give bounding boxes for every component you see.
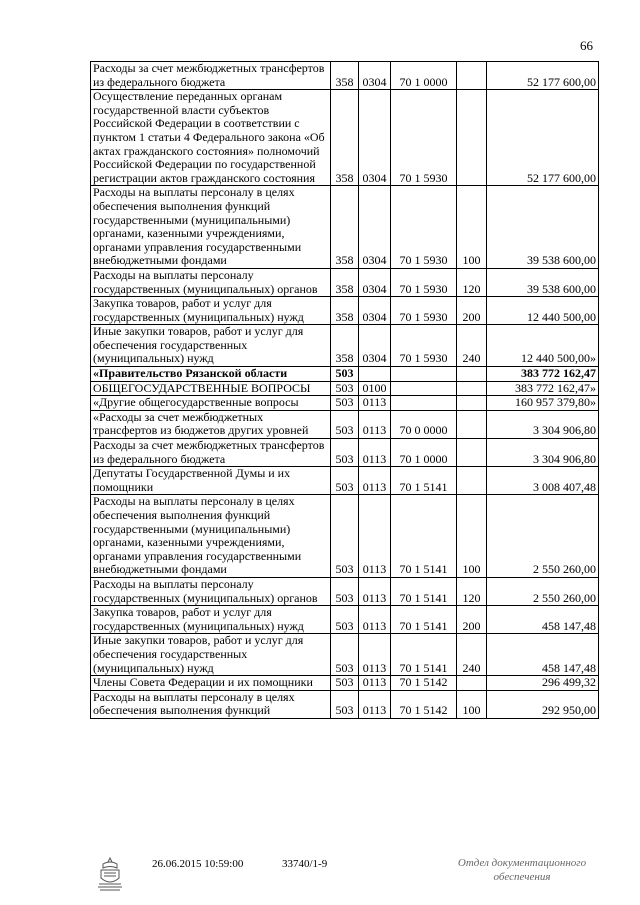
row-expense-type-code: 100 bbox=[457, 495, 487, 578]
footer-datetime: 26.06.2015 10:59:00 bbox=[152, 858, 244, 870]
row-amount: 52 177 600,00 bbox=[487, 90, 599, 186]
row-name: Члены Совета Федерации и их помощники bbox=[91, 676, 331, 691]
row-ved-code: 358 bbox=[331, 62, 359, 90]
row-expense-type-code bbox=[457, 467, 487, 495]
row-expense-type-code bbox=[457, 676, 487, 691]
table-row bbox=[91, 325, 599, 367]
row-ved-code: 503 bbox=[331, 690, 359, 718]
page-number: 66 bbox=[580, 38, 593, 53]
table-row bbox=[91, 186, 599, 269]
row-name: Иные закупки товаров, работ и услуг для обеспечения государственных (муниципальных) нужд bbox=[91, 634, 331, 676]
row-ved-code: 358 bbox=[331, 325, 359, 367]
department-stamp bbox=[452, 856, 592, 884]
row-name: Расходы за счет межбюджетных трансфертов из федерального бюджета bbox=[91, 439, 331, 467]
row-name: Расходы за счет межбюджетных трансфертов из федерального бюджета bbox=[91, 62, 331, 90]
row-expense-type-code: 100 bbox=[457, 186, 487, 269]
row-section-code: 0113 bbox=[359, 690, 391, 718]
row-target-article-code bbox=[391, 381, 457, 396]
row-ved-code: 503 bbox=[331, 381, 359, 396]
row-expense-type-code bbox=[457, 439, 487, 467]
table-row bbox=[91, 62, 599, 90]
row-target-article-code: 70 1 5930 bbox=[391, 186, 457, 269]
row-section-code: 0113 bbox=[359, 396, 391, 411]
row-target-article-code: 70 1 5930 bbox=[391, 268, 457, 296]
row-expense-type-code bbox=[457, 367, 487, 382]
row-amount: 2 550 260,00 bbox=[487, 495, 599, 578]
row-amount: 292 950,00 bbox=[487, 690, 599, 718]
budget-table bbox=[90, 61, 599, 719]
row-amount: 458 147,48 bbox=[487, 634, 599, 676]
row-section-code: 0113 bbox=[359, 606, 391, 634]
row-ved-code: 503 bbox=[331, 439, 359, 467]
row-ved-code: 358 bbox=[331, 90, 359, 186]
row-name: Иные закупки товаров, работ и услуг для обеспечения государственных (муниципальных) нужд bbox=[91, 325, 331, 367]
table-row bbox=[91, 577, 599, 605]
row-amount: 458 147,48 bbox=[487, 606, 599, 634]
row-amount: 3 304 906,80 bbox=[487, 410, 599, 438]
row-name: Расходы на выплаты персоналу государственных (муниципальных) органов bbox=[91, 577, 331, 605]
row-name: Расходы на выплаты персоналу в целях обеспечения выполнения функций государственными (муниципальными) органами, казенными учреждениями, органами управления государственными внебюджетными фондами bbox=[91, 495, 331, 578]
row-ved-code: 503 bbox=[331, 396, 359, 411]
row-expense-type-code: 100 bbox=[457, 690, 487, 718]
row-amount: 12 440 500,00 bbox=[487, 297, 599, 325]
row-target-article-code: 70 1 0000 bbox=[391, 439, 457, 467]
row-target-article-code: 70 1 5142 bbox=[391, 690, 457, 718]
row-name: Депутаты Государственной Думы и их помощники bbox=[91, 467, 331, 495]
table-row bbox=[91, 606, 599, 634]
row-section-code: 0100 bbox=[359, 381, 391, 396]
row-expense-type-code: 120 bbox=[457, 268, 487, 296]
row-section-code: 0304 bbox=[359, 90, 391, 186]
row-ved-code: 503 bbox=[331, 606, 359, 634]
table-row bbox=[91, 381, 599, 396]
table-row bbox=[91, 634, 599, 676]
row-target-article-code bbox=[391, 367, 457, 382]
footer-document-number: 33740/1-9 bbox=[282, 858, 328, 870]
table-row bbox=[91, 690, 599, 718]
budget-table-body bbox=[91, 62, 599, 719]
row-ved-code: 503 bbox=[331, 676, 359, 691]
row-name: Осуществление переданных органам государственной власти субъектов Российской Федерации в соответствии с пунктом 1 статьи 4 Федерального закона «Об актах гражданского состояния» полномочий Российской Федерации по государственной регистрации актов гражданского состояния bbox=[91, 90, 331, 186]
row-section-code: 0113 bbox=[359, 577, 391, 605]
row-section-code: 0304 bbox=[359, 325, 391, 367]
row-name: Расходы на выплаты персоналу в целях обеспечения выполнения функций государственными (муниципальными) органами, казенными учреждениями, органами управления государственными внебюджетными фондами bbox=[91, 186, 331, 269]
row-section-code: 0113 bbox=[359, 676, 391, 691]
row-amount: 383 772 162,47 bbox=[487, 367, 599, 382]
row-ved-code: 503 bbox=[331, 467, 359, 495]
row-ved-code: 503 bbox=[331, 367, 359, 382]
row-expense-type-code bbox=[457, 396, 487, 411]
row-section-code: 0113 bbox=[359, 634, 391, 676]
row-name: Расходы на выплаты персоналу в целях обеспечения выполнения функций bbox=[91, 690, 331, 718]
row-ved-code: 503 bbox=[331, 495, 359, 578]
row-section-code: 0304 bbox=[359, 297, 391, 325]
row-target-article-code: 70 1 0000 bbox=[391, 62, 457, 90]
row-target-article-code: 70 1 5141 bbox=[391, 495, 457, 578]
table-row bbox=[91, 90, 599, 186]
table-row bbox=[91, 396, 599, 411]
row-ved-code: 358 bbox=[331, 297, 359, 325]
table-row bbox=[91, 297, 599, 325]
row-expense-type-code bbox=[457, 410, 487, 438]
row-ved-code: 503 bbox=[331, 577, 359, 605]
row-expense-type-code bbox=[457, 381, 487, 396]
row-amount: 39 538 600,00 bbox=[487, 268, 599, 296]
row-target-article-code: 70 1 5141 bbox=[391, 467, 457, 495]
row-section-code: 0304 bbox=[359, 62, 391, 90]
row-section-code: 0304 bbox=[359, 268, 391, 296]
row-name: ОБЩЕГОСУДАРСТВЕННЫЕ ВОПРОСЫ bbox=[91, 381, 331, 396]
row-expense-type-code bbox=[457, 62, 487, 90]
stamp-line-1: Отдел документационного bbox=[457, 857, 587, 869]
row-amount: 383 772 162,47» bbox=[487, 381, 599, 396]
row-amount: 2 550 260,00 bbox=[487, 577, 599, 605]
row-expense-type-code: 200 bbox=[457, 297, 487, 325]
row-target-article-code: 70 1 5930 bbox=[391, 325, 457, 367]
table-row bbox=[91, 268, 599, 296]
stamp-line-2: обеспечения bbox=[493, 871, 551, 883]
row-ved-code: 503 bbox=[331, 410, 359, 438]
row-section-code: 0113 bbox=[359, 439, 391, 467]
row-expense-type-code bbox=[457, 90, 487, 186]
row-name: Закупка товаров, работ и услуг для государственных (муниципальных) нужд bbox=[91, 297, 331, 325]
row-amount: 3 304 906,80 bbox=[487, 439, 599, 467]
row-section-code bbox=[359, 367, 391, 382]
row-name: «Правительство Рязанской области bbox=[91, 367, 331, 382]
row-target-article-code: 70 1 5141 bbox=[391, 634, 457, 676]
row-target-article-code bbox=[391, 396, 457, 411]
row-target-article-code: 70 1 5141 bbox=[391, 606, 457, 634]
row-section-code: 0113 bbox=[359, 467, 391, 495]
row-target-article-code: 70 1 5142 bbox=[391, 676, 457, 691]
row-expense-type-code: 240 bbox=[457, 325, 487, 367]
row-target-article-code: 70 0 0000 bbox=[391, 410, 457, 438]
row-section-code: 0113 bbox=[359, 495, 391, 578]
row-target-article-code: 70 1 5930 bbox=[391, 90, 457, 186]
row-name: «Расходы за счет межбюджетных трансфертов из бюджетов других уровней bbox=[91, 410, 331, 438]
row-expense-type-code: 200 bbox=[457, 606, 487, 634]
row-name: Расходы на выплаты персоналу государственных (муниципальных) органов bbox=[91, 268, 331, 296]
table-row bbox=[91, 410, 599, 438]
row-name: «Другие общегосударственные вопросы bbox=[91, 396, 331, 411]
row-name: Закупка товаров, работ и услуг для государственных (муниципальных) нужд bbox=[91, 606, 331, 634]
row-amount: 52 177 600,00 bbox=[487, 62, 599, 90]
row-target-article-code: 70 1 5930 bbox=[391, 297, 457, 325]
table-row bbox=[91, 439, 599, 467]
coat-of-arms-emblem bbox=[95, 856, 125, 892]
row-amount: 3 008 407,48 bbox=[487, 467, 599, 495]
row-ved-code: 358 bbox=[331, 268, 359, 296]
row-ved-code: 358 bbox=[331, 186, 359, 269]
row-ved-code: 503 bbox=[331, 634, 359, 676]
row-section-code: 0113 bbox=[359, 410, 391, 438]
page-footer bbox=[0, 856, 640, 896]
row-amount: 160 957 379,80» bbox=[487, 396, 599, 411]
row-amount: 39 538 600,00 bbox=[487, 186, 599, 269]
table-row bbox=[91, 467, 599, 495]
row-amount: 12 440 500,00» bbox=[487, 325, 599, 367]
table-row bbox=[91, 367, 599, 382]
row-section-code: 0304 bbox=[359, 186, 391, 269]
row-target-article-code: 70 1 5141 bbox=[391, 577, 457, 605]
table-row bbox=[91, 495, 599, 578]
row-expense-type-code: 120 bbox=[457, 577, 487, 605]
table-row bbox=[91, 676, 599, 691]
row-expense-type-code: 240 bbox=[457, 634, 487, 676]
row-amount: 296 499,32 bbox=[487, 676, 599, 691]
